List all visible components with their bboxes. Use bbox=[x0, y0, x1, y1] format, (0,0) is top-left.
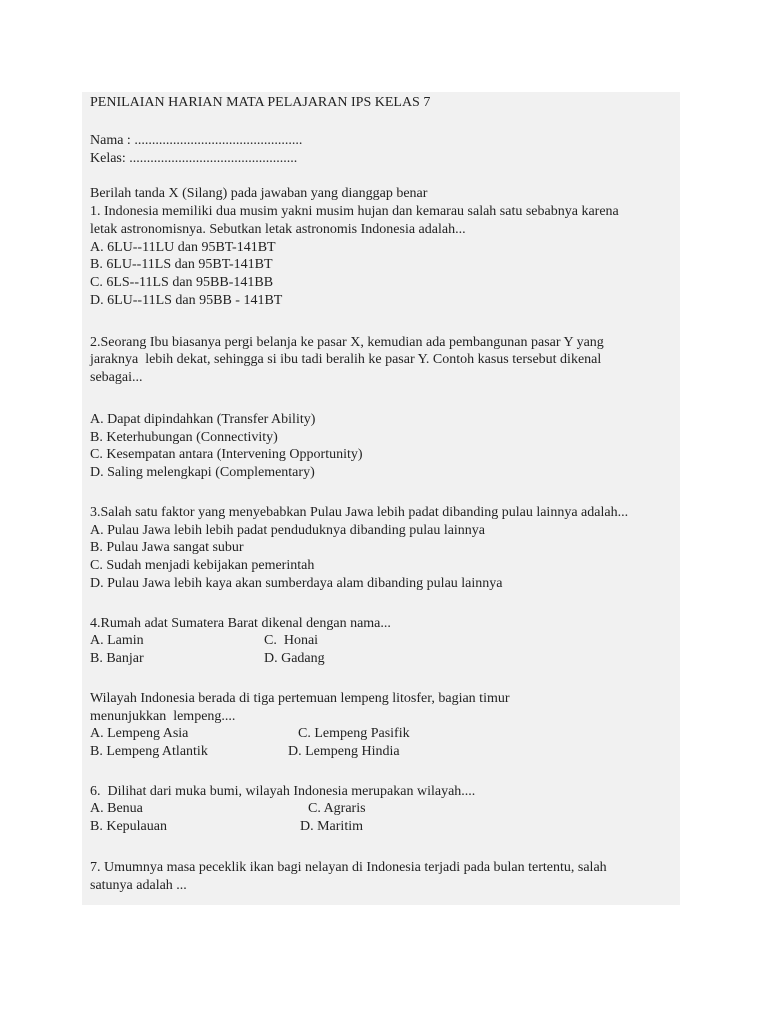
question-4-option-d: D. Gadang bbox=[264, 651, 325, 667]
document-content bbox=[90, 94, 676, 894]
question-4-options-row-1 bbox=[90, 632, 676, 650]
question-2-option-c: C. Kesempatan antara (Intervening Opportunity) bbox=[90, 447, 363, 463]
question-3-option-a: A. Pulau Jawa lebih lebih padat penduduknya dibanding pulau lainnya bbox=[90, 522, 486, 538]
question-5-option-d: D. Lempeng Hindia bbox=[288, 744, 400, 760]
question-1-option-c: C. 6LS--11LS dan 95BB-141BB bbox=[90, 275, 274, 291]
question-1-option-a: A. 6LU--11LU dan 95BT-141BT bbox=[90, 239, 276, 255]
question-2-text-line3: sebagai... bbox=[90, 370, 143, 386]
question-6-text: 6. Dilihat dari muka bumi, wilayah Indonesia merupakan wilayah.... bbox=[90, 783, 476, 799]
question-6-options-row-1 bbox=[90, 800, 676, 818]
question-1-text-line2: letak astronomisnya. Sebutkan letak astronomis Indonesia adalah... bbox=[90, 221, 466, 237]
question-6-option-c: C. Agraris bbox=[308, 801, 366, 817]
question-2-option-d: D. Saling melengkapi (Complementary) bbox=[90, 465, 315, 481]
question-1-text-line1: 1. Indonesia memiliki dua musim yakni musim hujan dan kemarau salah satu sebabnya karena bbox=[90, 203, 619, 219]
question-4-options-row-2 bbox=[90, 650, 676, 668]
question-4-option-b: B. Banjar bbox=[90, 651, 144, 667]
question-6-option-b: B. Kepulauan bbox=[90, 819, 167, 835]
question-3-option-d: D. Pulau Jawa lebih kaya akan sumberdaya alam dibanding pulau lainnya bbox=[90, 575, 503, 591]
question-1-option-d: D. 6LU--11LS dan 95BB - 141BT bbox=[90, 292, 283, 308]
document-page bbox=[82, 92, 680, 905]
class-field-label: Kelas: ................................................ bbox=[90, 150, 298, 166]
question-4-option-c: C. Honai bbox=[264, 633, 319, 649]
question-4-text: 4.Rumah adat Sumatera Barat dikenal dengan nama... bbox=[90, 615, 391, 631]
question-4-option-a: A. Lamin bbox=[90, 633, 144, 649]
question-5-text-line1: Wilayah Indonesia berada di tiga pertemuan lempeng litosfer, bagian timur bbox=[90, 690, 510, 706]
question-6-options-row-2 bbox=[90, 818, 676, 836]
question-2-text-line1: 2.Seorang Ibu biasanya pergi belanja ke pasar X, kemudian ada pembangunan pasar Y yang bbox=[90, 334, 604, 350]
question-5-options-row-2 bbox=[90, 743, 676, 761]
question-7-text-line2: satunya adalah ... bbox=[90, 877, 187, 893]
question-2-option-a: A. Dapat dipindahkan (Transfer Ability) bbox=[90, 411, 316, 427]
question-3-option-b: B. Pulau Jawa sangat subur bbox=[90, 540, 244, 556]
question-5-text-line2: menunjukkan lempeng.... bbox=[90, 708, 236, 724]
question-1-option-b: B. 6LU--11LS dan 95BT-141BT bbox=[90, 257, 273, 273]
question-2-option-b: B. Keterhubungan (Connectivity) bbox=[90, 429, 278, 445]
name-field-label: Nama : ................................................ bbox=[90, 132, 303, 148]
document-title: PENILAIAN HARIAN MATA PELAJARAN IPS KELAS 7 bbox=[90, 95, 431, 110]
question-3-text: 3.Salah satu faktor yang menyebabkan Pulau Jawa lebih padat dibanding pulau lainnya adalah... bbox=[90, 504, 629, 520]
question-5-option-c: C. Lempeng Pasifik bbox=[298, 726, 410, 742]
question-6-option-a: A. Benua bbox=[90, 801, 143, 817]
question-3-option-c: C. Sudah menjadi kebijakan pemerintah bbox=[90, 558, 315, 574]
question-7-text-line1: 7. Umumnya masa peceklik ikan bagi nelayan di Indonesia terjadi pada bulan tertentu, salah bbox=[90, 859, 607, 875]
question-5-option-a: A. Lempeng Asia bbox=[90, 726, 189, 742]
question-6-option-d: D. Maritim bbox=[300, 819, 363, 835]
question-5-options-row-1 bbox=[90, 725, 676, 743]
instruction-text: Berilah tanda X (Silang) pada jawaban yang dianggap benar bbox=[90, 186, 428, 202]
question-2-text-line2: jaraknya lebih dekat, sehingga si ibu tadi beralih ke pasar Y. Contoh kasus tersebut dikenal bbox=[90, 352, 602, 368]
question-5-option-b: B. Lempeng Atlantik bbox=[90, 744, 208, 760]
